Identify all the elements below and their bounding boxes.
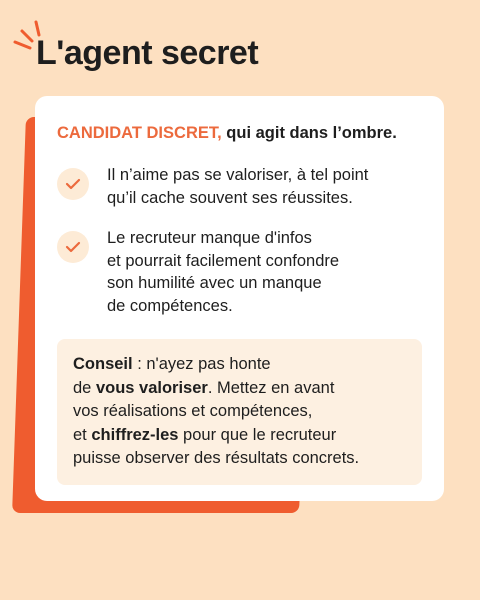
- tip-text: de: [73, 378, 96, 397]
- tip-box: [57, 339, 422, 485]
- tip-text: pour que le recruteur: [178, 425, 337, 444]
- check-icon: [57, 168, 89, 200]
- intro-rest: qui agit dans l’ombre.: [221, 124, 397, 142]
- list-item-text: Le recruteur manque d'infos et pourrait facilement confondre son humilité avec un manque de compétences.: [107, 229, 340, 315]
- list-item-text: Il n’aime pas se valoriser, à tel point qu’il cache souvent ses réussites.: [107, 166, 369, 207]
- content-card: [35, 96, 444, 501]
- tip-label: Conseil: [73, 355, 133, 373]
- tip-text: vos réalisations et compétences,: [73, 402, 313, 420]
- intro-accent: CANDIDAT DISCRET,: [57, 124, 222, 142]
- tip-text: puisse observer des résultats concrets.: [73, 449, 360, 467]
- check-icon: [57, 231, 89, 263]
- tip-text: : n'ayez pas honte: [132, 355, 271, 373]
- tip-text: . Mettez en avant: [207, 378, 335, 397]
- tip-emphasis: chiffrez-les: [91, 425, 179, 444]
- card-intro: [57, 122, 422, 144]
- page-title: L'agent secret: [36, 34, 259, 72]
- tip-emphasis: vous valoriser: [95, 378, 208, 397]
- list-item: [57, 164, 422, 209]
- tip-text: et: [73, 425, 92, 444]
- list-item: [57, 227, 422, 317]
